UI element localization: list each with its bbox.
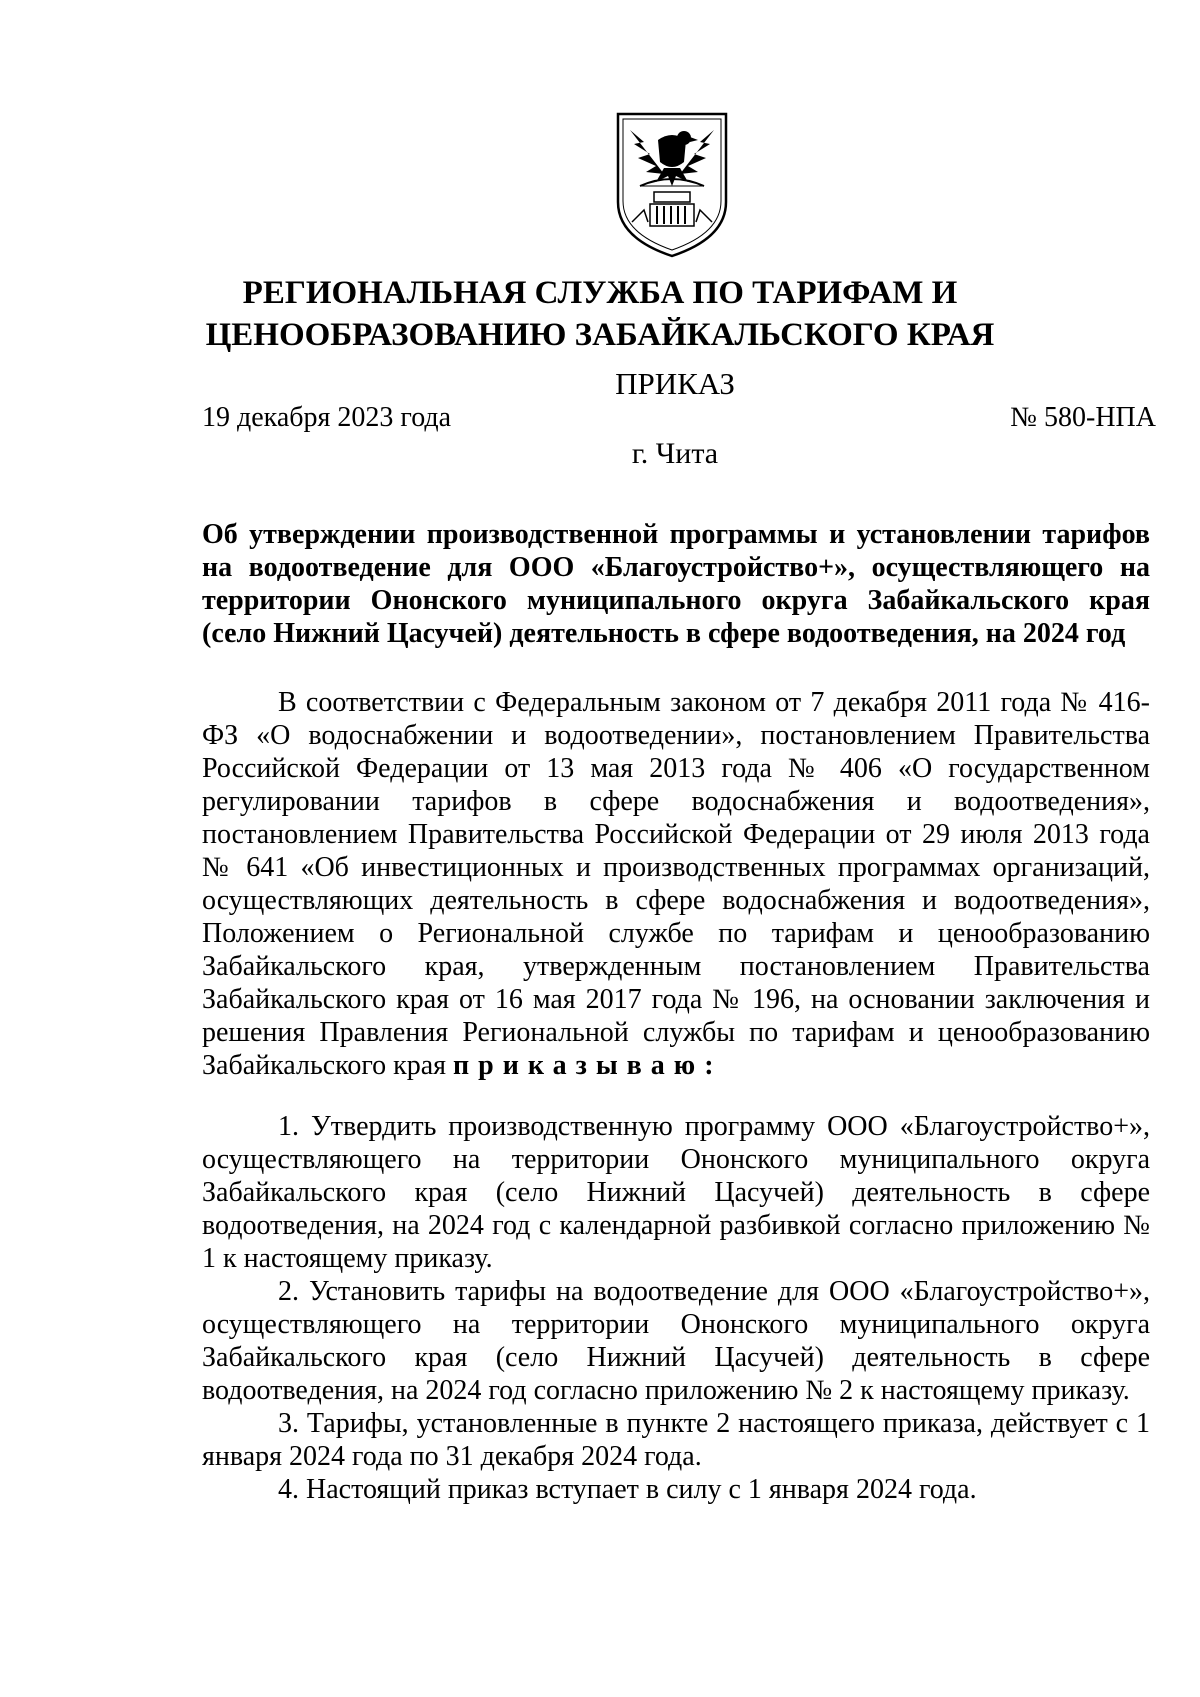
organization-title-line-1: РЕГИОНАЛЬНАЯ СЛУЖБА ПО ТАРИФАМ И (242, 275, 958, 311)
city: г. Чита (631, 437, 719, 470)
organization-title-line-2: ЦЕНООБРАЗОВАНИЮ ЗАБАЙКАЛЬСКОГО КРАЯ (205, 317, 995, 353)
order-number: № 580-НПА (1010, 402, 1156, 433)
order-date: 19 декабря 2023 года (202, 402, 452, 433)
order-item: 4. Настоящий приказ вступает в силу с 1 января 2024 года. (278, 1474, 977, 1505)
order-subject: Об утверждении производственной программы и установлении тарифов на водоотведение для ООО «Благоустройство+», осуществляющего на территории Ононского муниципального округа Забайкальского края (село Нижний Цасучей) деятельность в сфере водоотведения, на 2024 год (202, 519, 1150, 649)
order-item: 2. Установить тарифы на водоотведение для ООО «Благоустройство+», осуществляющего на территории Ононского муниципального округа Забайкальского края (село Нижний Цасучей) деятельность в сфере водоотведения, на 2024 год согласно приложению № 2 к настоящему приказу. (202, 1276, 1150, 1406)
preamble (202, 686, 1150, 1082)
coat-of-arms-eagle-icon (610, 110, 734, 260)
order-item: 1. Утвердить производственную программу ООО «Благоустройство+», осуществляющего на территории Ононского муниципального округа Забайкальского края (село Нижний Цасучей) деятельность в сфере водоотведения, на 2024 год с календарной разбивкой согласно приложению № 1 к настоящему приказу. (202, 1111, 1150, 1274)
order-item: 3. Тарифы, установленные в пункте 2 настоящего приказа, действует с 1 января 2024 года по 31 декабря 2024 года. (202, 1408, 1150, 1472)
preamble-text: В соответствии с Федеральным законом от 7 декабря 2011 года № 416-ФЗ «О водоснабжении и водоотведении», постановлением Правительства Российской Федерации от 13 мая 2013 года № 406 «О государственном регулировании тарифов в сфере водоснабжения и водоотведения», постановлением Правительства Российской Федерации от 29 июля 2013 года № 641 «Об инвестиционных и производственных программах организаций, осуществляющих деятельность в сфере водоснабжения и водоотведения», Положением о Региональной службе по тарифам и ценообразованию Забайкальского края, утвержденным постановлением Правительства Забайкальского края от 16 мая 2017 года № 196, на основании заключения и решения Правления Региональной службы по тарифам и ценообразованию Забайкальского края (202, 687, 1150, 1081)
document-type: ПРИКАЗ (615, 366, 735, 401)
organization-title (0, 272, 1200, 356)
command-word: приказываю: (453, 1050, 723, 1081)
order-items (202, 1110, 1150, 1506)
